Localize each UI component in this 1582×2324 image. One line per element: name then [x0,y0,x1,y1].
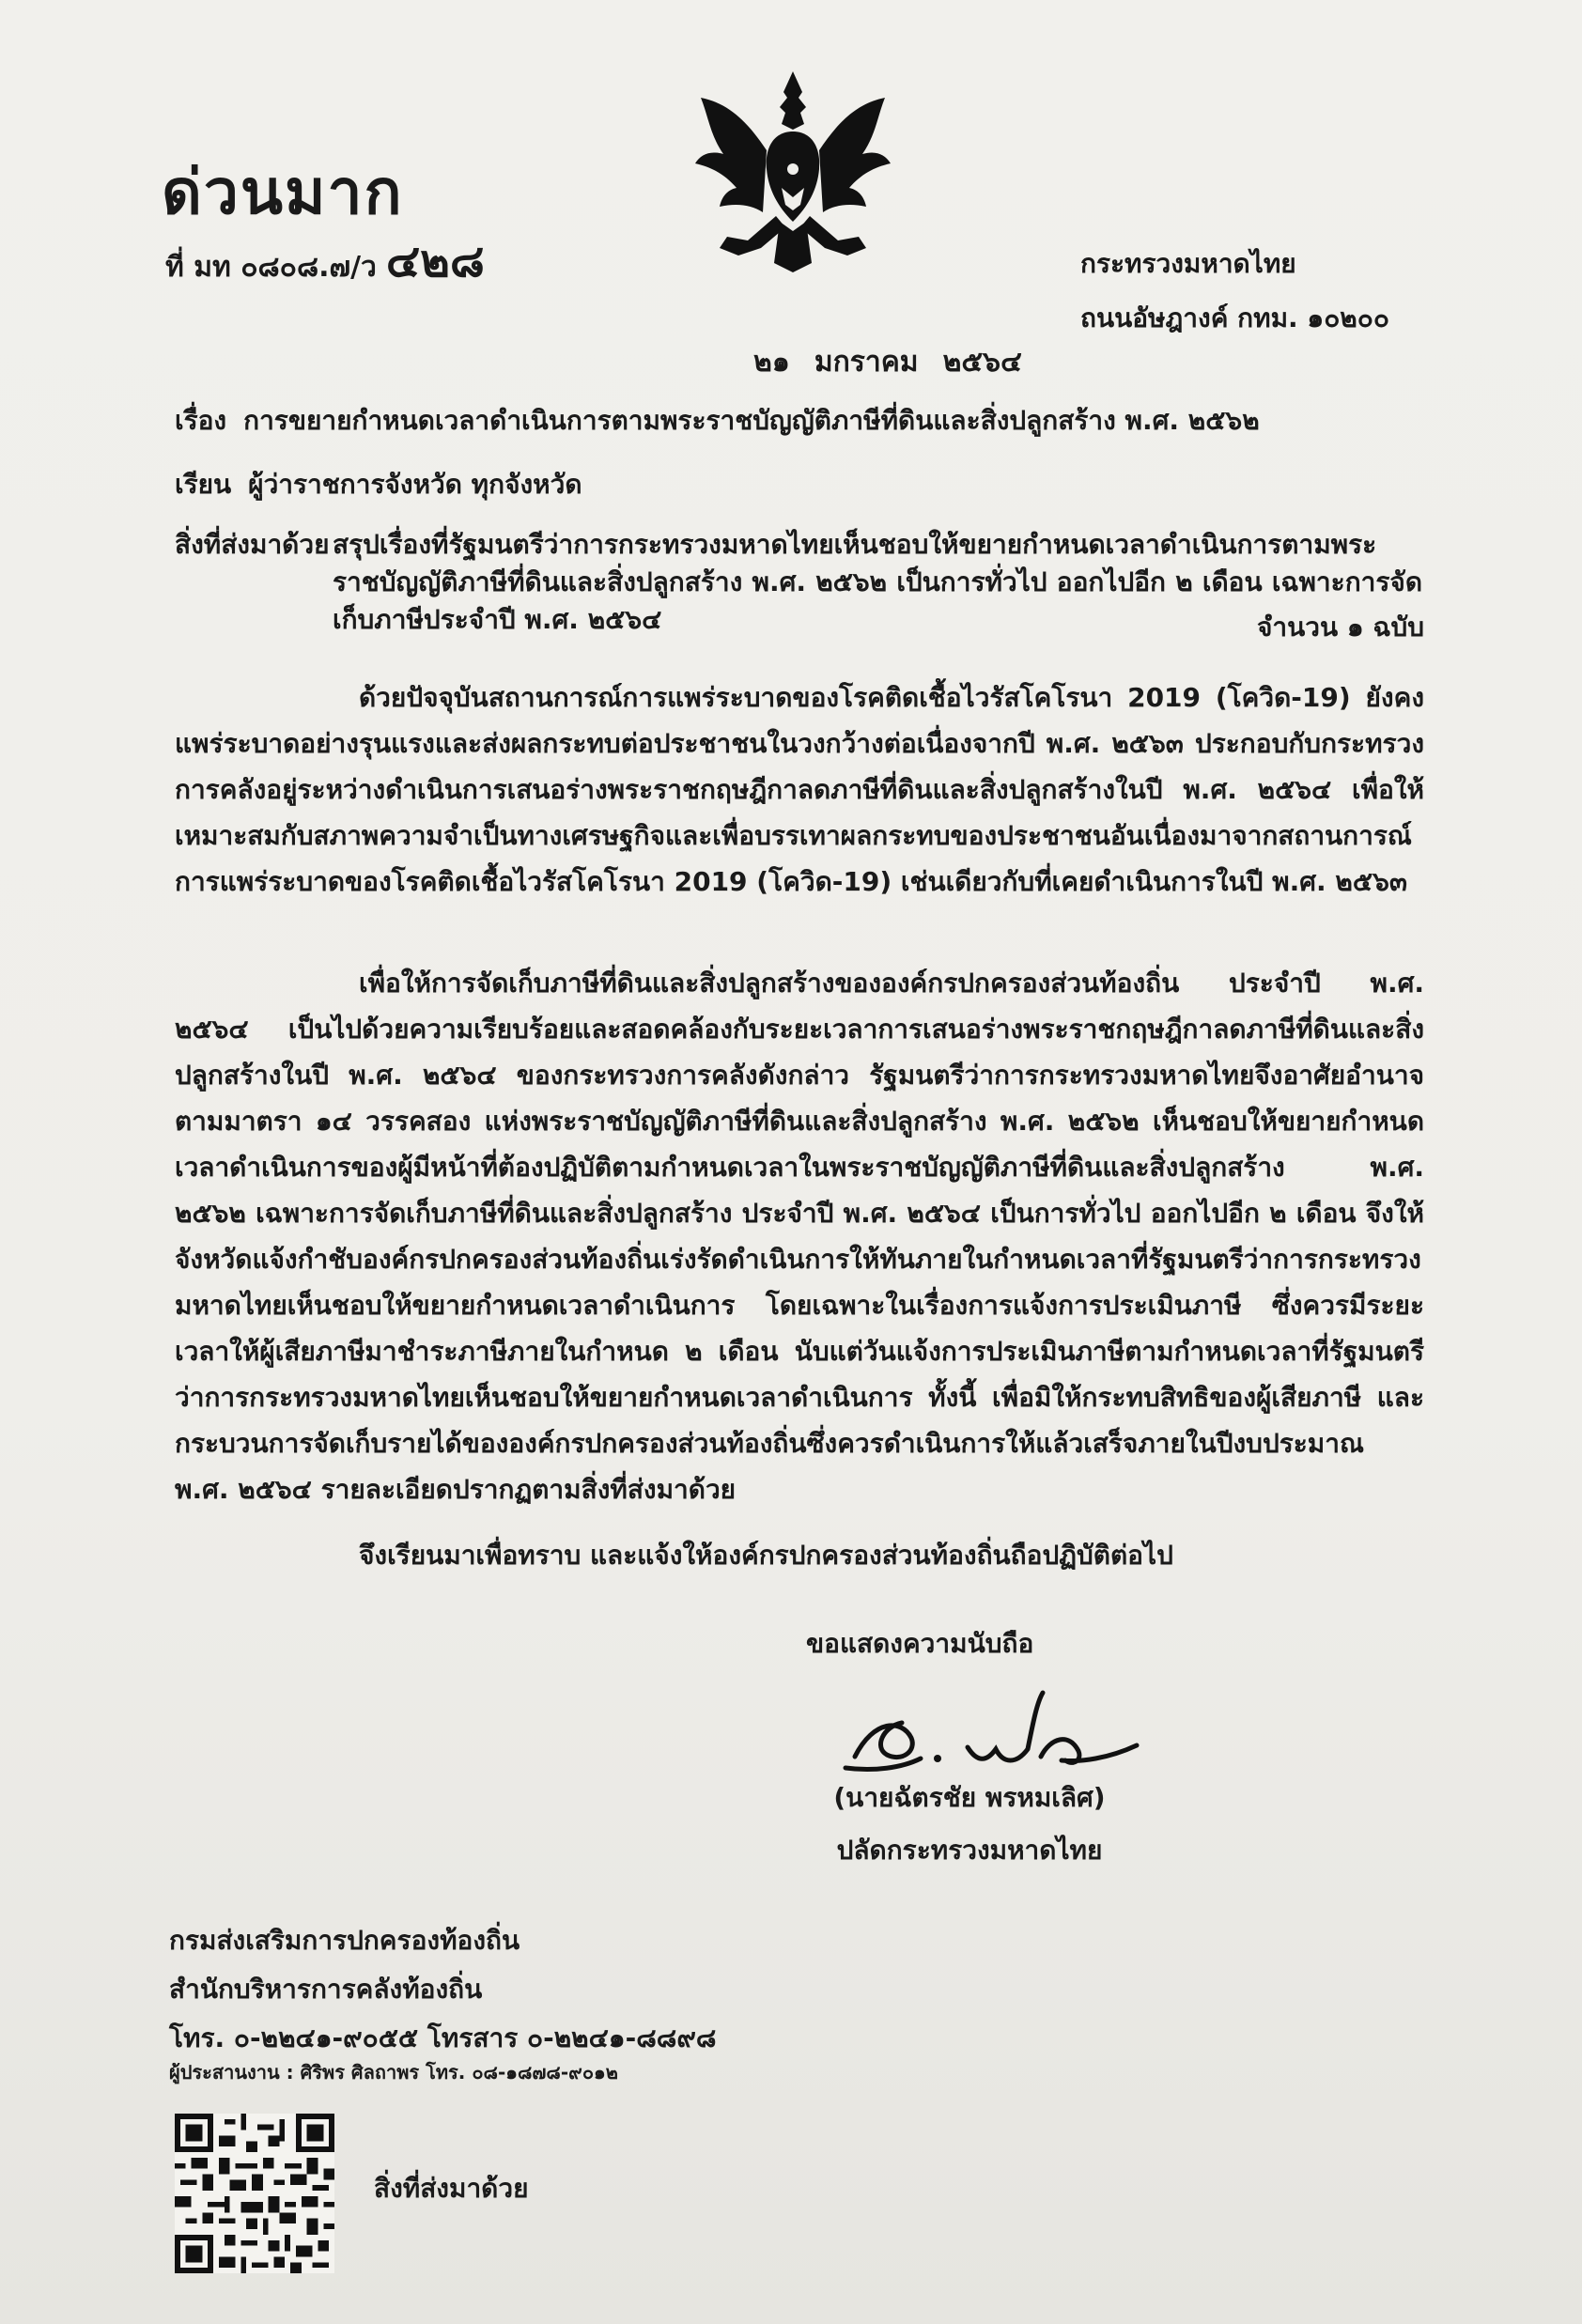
signer-name: (นายฉัตรชัย พรหมเลิศ) [833,1782,1106,1813]
date-year: ๒๕๖๔ [942,346,1022,379]
ministry-address: ถนนอัษฎางค์ กทม. ๑๐๒๐๐ [1080,302,1389,333]
signer-position: ปลัดกระทรวงมหาดไทย [836,1835,1103,1866]
closing-phrase: ขอแสดงความนับถือ [806,1628,1034,1659]
body-paragraph-1: ด้วยปัจจุบันสถานการณ์การแพร่ระบาดของโรคติดเชื้อไวรัสโคโรนา 2019 (โควิด-19) ยังคงแพร่ระบาดอย่างรุนแรงและส่งผลกระทบต่อประชาชนในวงกว้างต่อเนื่องจากปี พ.ศ. ๒๕๖๓ ประกอบกับกระทรวงการคลังอยู่ระหว่างดำเนินการเสนอร่างพระราชกฤษฎีกาลดภาษีที่ดินและสิ่งปลูกสร้างในปี พ.ศ. ๒๕๖๔ เพื่อให้เหมาะสมกับสภาพความจำเป็นทางเศรษฐกิจและเพื่อบรรเทาผลกระทบของประชาชนอันเนื่องมาจากสถานการณ์การแพร่ระบาดของโรคติดเชื้อไวรัสโคโรนา 2019 (โควิด-19) เช่นเดียวกับที่เคยดำเนินการในปี พ.ศ. ๒๕๖๓ [175,682,1424,897]
coordinator-line: ผู้ประสานงาน : ศิริพร ศิลถาพร โทร. ๐๘-๑๘๗๘-๙๐๑๒ [169,2061,618,2084]
document-number-prefix: ที่ มท ๐๘๐๘.๗/ว [165,251,377,284]
document-number [165,225,485,297]
ministry-name: กระทรวงมหาดไทย [1080,248,1296,279]
urgency-mark: ด่วนมาก [162,156,404,228]
subject-line [175,402,1260,440]
recipient-label: เรียน [175,469,232,500]
qr-code-icon [175,2114,334,2273]
enclosure-count: จำนวน ๑ ฉบับ [1256,612,1424,643]
date-month: มกราคม [814,346,919,379]
garuda-emblem-icon [684,66,902,282]
footer-office: สำนักบริหารการคลังท้องถิ่น [169,1974,483,2005]
signer-block [782,1772,1157,1877]
subject-text: การขยายกำหนดเวลาดำเนินการตามพระราชบัญญัติภาษีที่ดินและสิ่งปลูกสร้าง พ.ศ. ๒๕๖๒ [243,405,1260,436]
sender-address [1080,237,1389,346]
enclosure-text: สรุปเรื่องที่รัฐมนตรีว่าการกระทรวงมหาดไทยเห็นชอบให้ขยายกำหนดเวลาดำเนินการตามพระราชบัญญัติภาษีที่ดินและสิ่งปลูกสร้าง พ.ศ. ๒๕๖๒ เป็นการทั่วไป ออกไปอีก ๒ เดือน เฉพาะการจัดเก็บภาษีประจำปี พ.ศ. ๒๕๖๔ [333,529,1422,635]
recipient-text: ผู้ว่าราชการจังหวัด ทุกจังหวัด [248,469,582,500]
footer-contact [169,1916,717,2063]
handwritten-signature [827,1681,1165,1785]
body-paragraph-3: จึงเรียนมาเพื่อทราบ และแจ้งให้องค์กรปกครองส่วนท้องถิ่นถือปฏิบัติต่อไป [359,1540,1173,1571]
subject-label: เรื่อง [175,405,227,436]
body-paragraph-2: เพื่อให้การจัดเก็บภาษีที่ดินและสิ่งปลูกสร้างขององค์กรปกครองส่วนท้องถิ่น ประจำปี พ.ศ. ๒๕๖๔ เป็นไปด้วยความเรียบร้อยและสอดคล้องกับระยะเวลาการเสนอร่างพระราชกฤษฎีกาลดภาษีที่ดินและสิ่งปลูกสร้างในปี พ.ศ. ๒๕๖๔ ของกระทรวงการคลังดังกล่าว รัฐมนตรีว่าการกระทรวงมหาดไทยจึงอาศัยอำนาจตามมาตรา ๑๔ วรรคสอง แห่งพระราชบัญญัติภาษีที่ดินและสิ่งปลูกสร้าง พ.ศ. ๒๕๖๒ เห็นชอบให้ขยายกำหนดเวลาดำเนินการของผู้มีหน้าที่ต้องปฏิบัติตามกำหนดเวลาในพระราชบัญญัติภาษีที่ดินและสิ่งปลูกสร้าง พ.ศ. ๒๕๖๒ เฉพาะการจัดเก็บภาษีที่ดินและสิ่งปลูกสร้าง ประจำปี พ.ศ. ๒๕๖๔ เป็นการทั่วไป ออกไปอีก ๒ เดือน จึงให้จังหวัดแจ้งกำชับองค์กรปกครองส่วนท้องถิ่นเร่งรัดดำเนินการให้ทันภายในกำหนดเวลาที่รัฐมนตรีว่าการกระทรวงมหาดไทยเห็นชอบให้ขยายกำหนดเวลาดำเนินการ โดยเฉพาะในเรื่องการแจ้งการประเมินภาษี ซึ่งควรมีระยะเวลาให้ผู้เสียภาษีมาชำระภาษีภายในกำหนด ๒ เดือน นับแต่วันแจ้งการประเมินภาษีตามกำหนดเวลาที่รัฐมนตรีว่าการกระทรวงมหาดไทยเห็นชอบให้ขยายกำหนดเวลาดำเนินการ ทั้งนี้ เพื่อมิให้กระทบสิทธิของผู้เสียภาษี และกระบวนการจัดเก็บรายได้ขององค์กรปกครองส่วนท้องถิ่นซึ่งควรดำเนินการให้แล้วเสร็จภายในปีงบประมาณ พ.ศ. ๒๕๖๔ รายละเอียดปรากฏตามสิ่งที่ส่งมาด้วย [175,968,1424,1505]
document-number-value: ๔๒๘ [385,235,485,287]
recipient-line [175,466,582,504]
footer-phone: โทร. ๐-๒๒๔๑-๙๐๕๕ โทรสาร ๐-๒๒๔๑-๘๘๙๘ [169,2022,717,2053]
enclosure-label: สิ่งที่ส่งมาด้วย [175,529,330,560]
enclosure-note: สิ่งที่ส่งมาด้วย [374,2173,529,2204]
footer-department: กรมส่งเสริมการปกครองท้องถิ่น [169,1925,520,1956]
date-day: ๒๑ [753,346,790,379]
letter-date [753,340,1047,384]
